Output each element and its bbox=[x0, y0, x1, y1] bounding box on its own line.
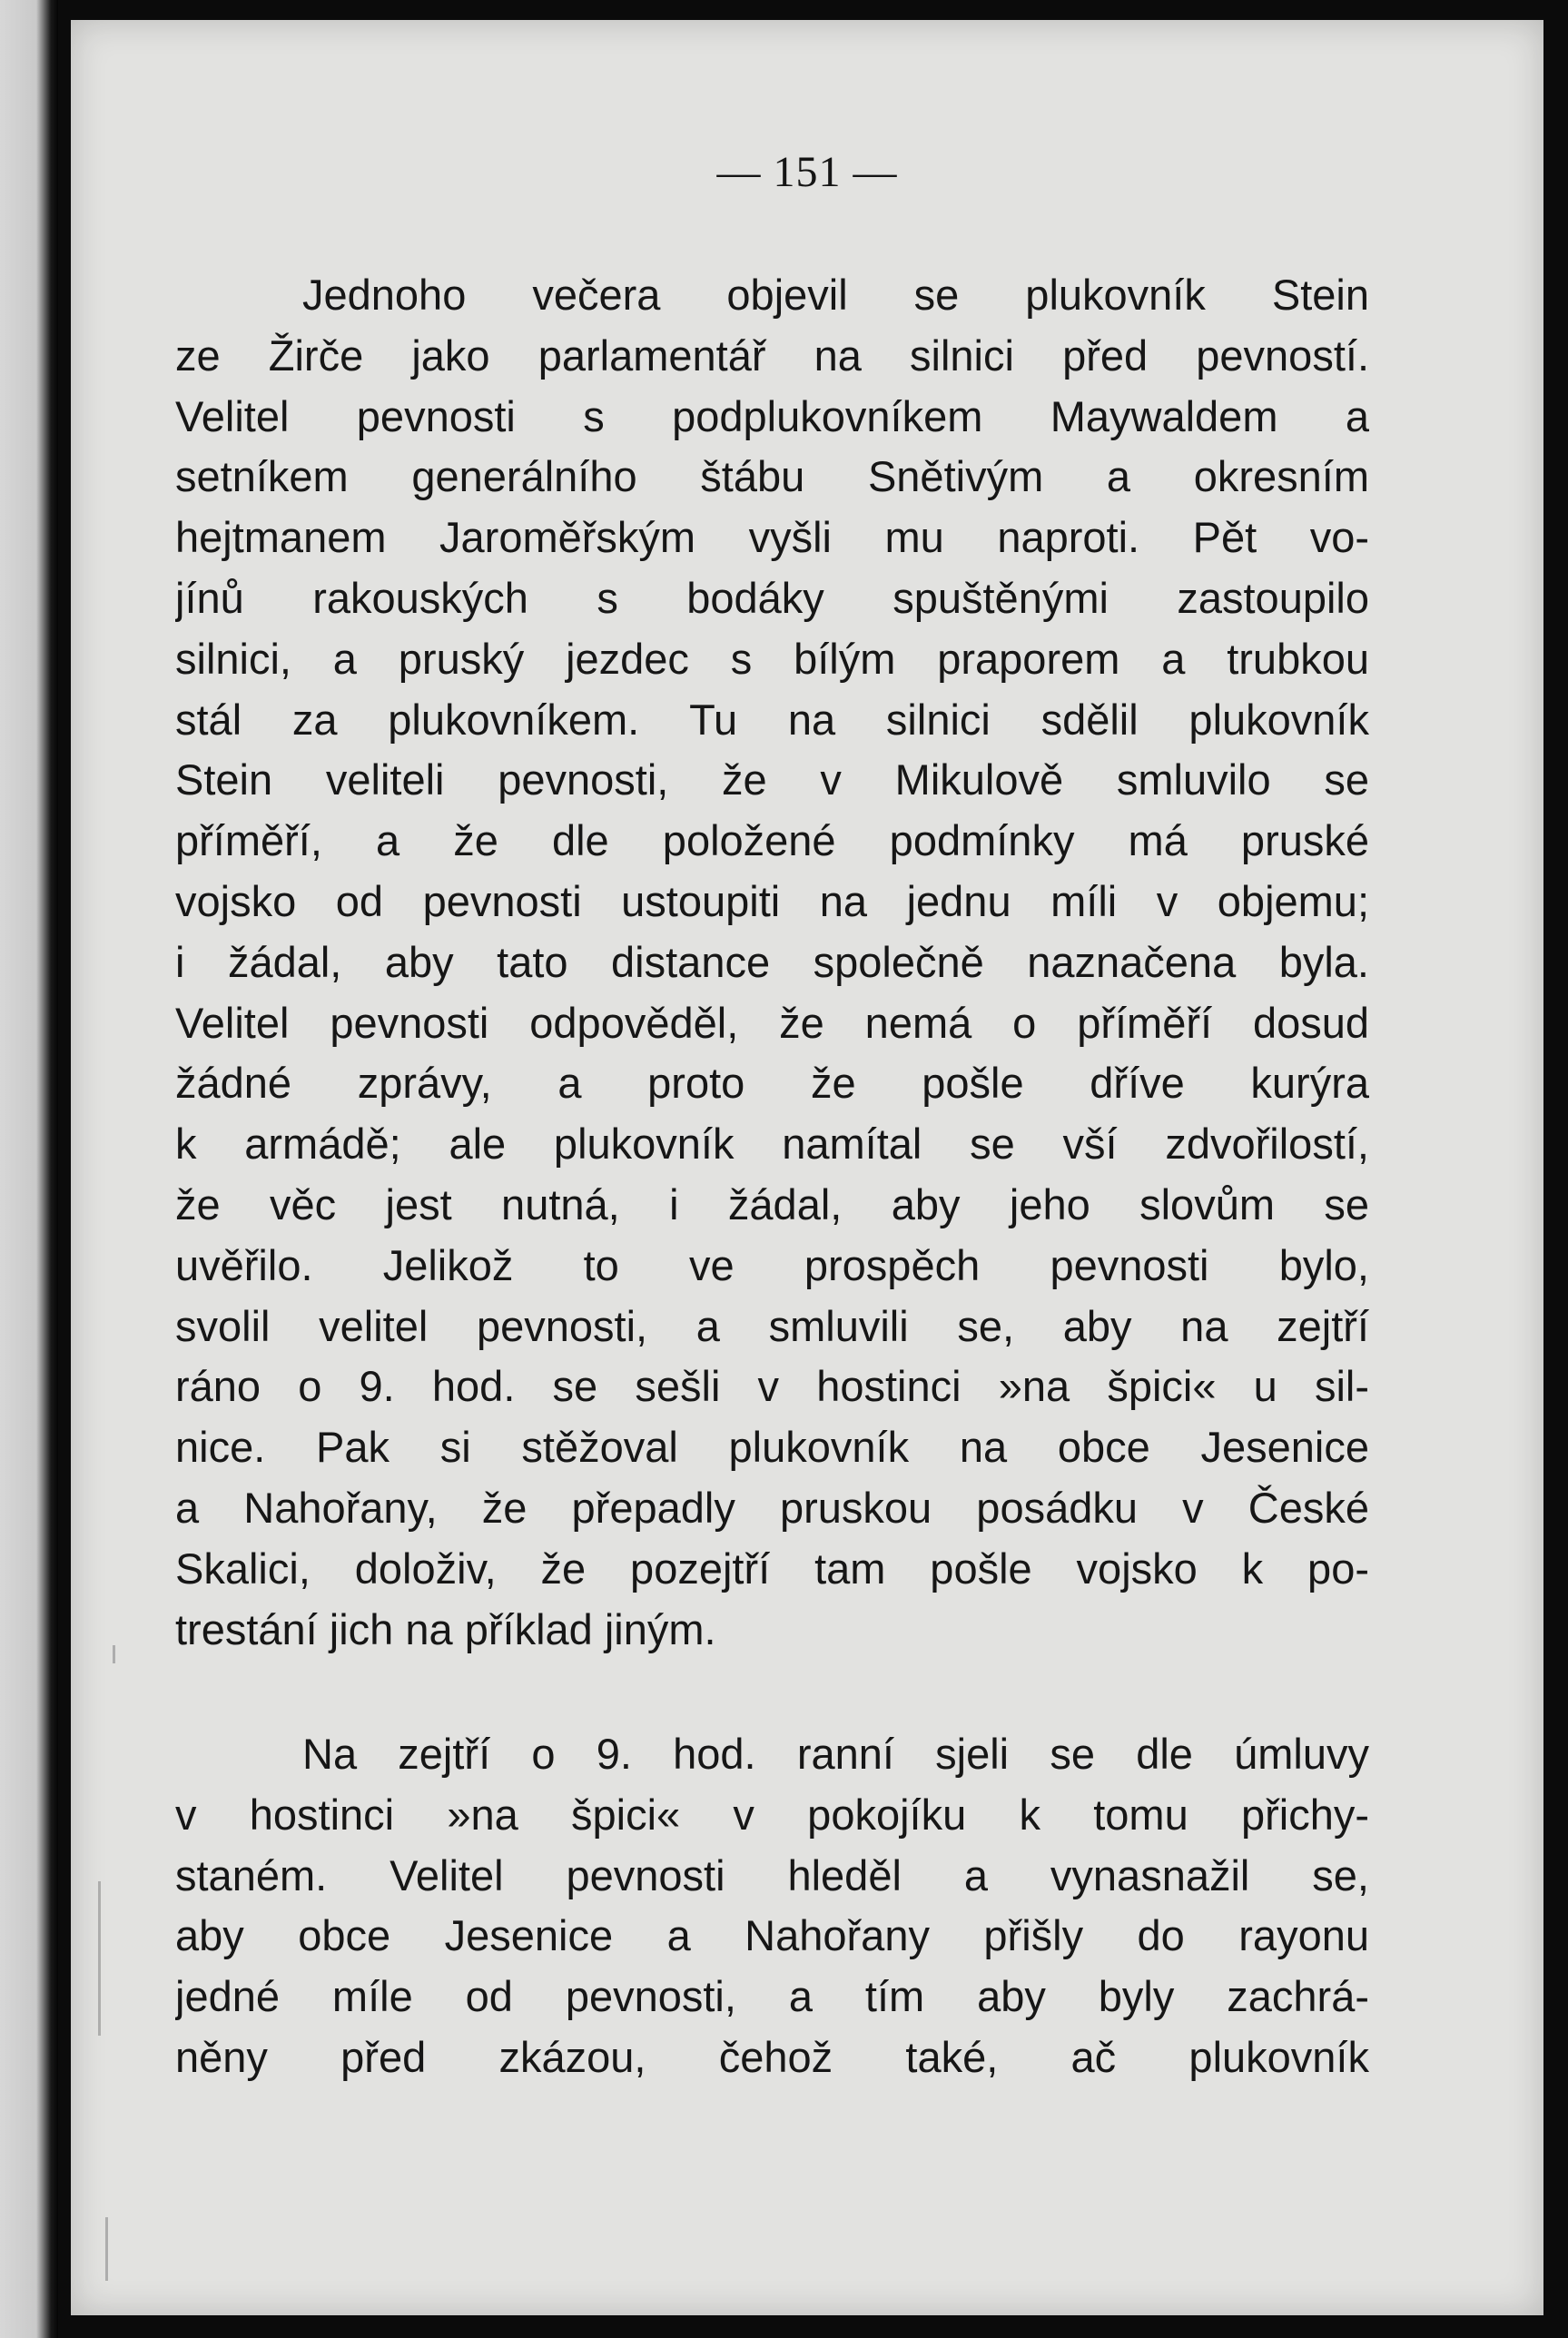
text-line: setníkem generálního štábu Snětivým a okresním bbox=[175, 452, 1369, 501]
text-line: svolil velitel pevnosti, a smluvili se, aby na zejtří bbox=[175, 1301, 1369, 1350]
text-line: příměří, a že dle položené podmínky má pruské bbox=[175, 816, 1369, 865]
text-line: že věc jest nutná, i žádal, aby jeho slovům se bbox=[175, 1179, 1369, 1228]
text-line: něny před zkázou, čehož také, ač plukovník bbox=[175, 2032, 1369, 2081]
text-line: v hostinci »na špici« v pokojíku k tomu přichy- bbox=[175, 1790, 1369, 1839]
text-line: nice. Pak si stěžoval plukovník na obce Jesenice bbox=[175, 1423, 1369, 1472]
page-number: — 151 — bbox=[716, 148, 898, 196]
text-line: žádné zprávy, a proto že pošle dříve kurýra bbox=[175, 1059, 1369, 1108]
text-line: Velitel pevnosti odpověděl, že nemá o příměří dosud bbox=[175, 998, 1369, 1047]
text-line: aby obce Jesenice a Nahořany přišly do rayonu bbox=[175, 1911, 1369, 1960]
text-line: Jednoho večera objevil se plukovník Stein bbox=[302, 271, 1369, 319]
text-line: i žádal, aby tato distance společně naznačena byla. bbox=[175, 937, 1369, 986]
text-line: staném. Velitel pevnosti hleděl a vynasnažil se, bbox=[175, 1850, 1369, 1899]
margin-scratch-mark bbox=[98, 1881, 101, 2036]
text-line: Stein veliteli pevnosti, že v Mikulově smluvilo se bbox=[175, 755, 1369, 804]
text-line: a Nahořany, že přepadly pruskou posádku v České bbox=[175, 1483, 1369, 1532]
text-line: Skalici, doloživ, že pozejtří tam pošle vojsko k po- bbox=[175, 1544, 1369, 1593]
margin-scratch-mark bbox=[113, 1645, 115, 1663]
text-line: uvěřilo. Jelikož to ve prospěch pevnosti bylo, bbox=[175, 1240, 1369, 1289]
text-line: ze Žirče jako parlamentář na silnici před pevností. bbox=[175, 330, 1369, 380]
text-line: ráno o 9. hod. se sešli v hostinci »na špici« u sil- bbox=[175, 1362, 1369, 1411]
text-line: silnici, a pruský jezdec s bílým praporem a trubkou bbox=[175, 634, 1369, 683]
text-line: vojsko od pevnosti ustoupiti na jednu míli v objemu; bbox=[175, 876, 1369, 925]
paragraph-1 bbox=[175, 265, 1369, 1660]
text-line: trestání jich na příklad jiným. bbox=[175, 1604, 716, 1653]
book-page bbox=[71, 20, 1543, 2315]
paragraph-2 bbox=[175, 1724, 1369, 2088]
text-line: jínů rakouských s bodáky spuštěnými zastoupilo bbox=[175, 573, 1369, 622]
text-line: Velitel pevnosti s podplukovníkem Maywaldem a bbox=[175, 391, 1369, 440]
previous-page-edge bbox=[0, 0, 58, 2338]
text-line: hejtmanem Jaroměřským vyšli mu naproti. Pět vo- bbox=[175, 513, 1369, 562]
text-line: k armádě; ale plukovník namítal se vší zdvořilostí, bbox=[175, 1120, 1369, 1169]
text-line: jedné míle od pevnosti, a tím aby byly zachrá- bbox=[175, 1972, 1369, 2021]
margin-scratch-mark bbox=[105, 2217, 108, 2281]
text-line: stál za plukovníkem. Tu na silnici sdělil plukovník bbox=[175, 695, 1369, 744]
text-line: Na zejtří o 9. hod. ranní sjeli se dle úmluvy bbox=[302, 1730, 1369, 1778]
